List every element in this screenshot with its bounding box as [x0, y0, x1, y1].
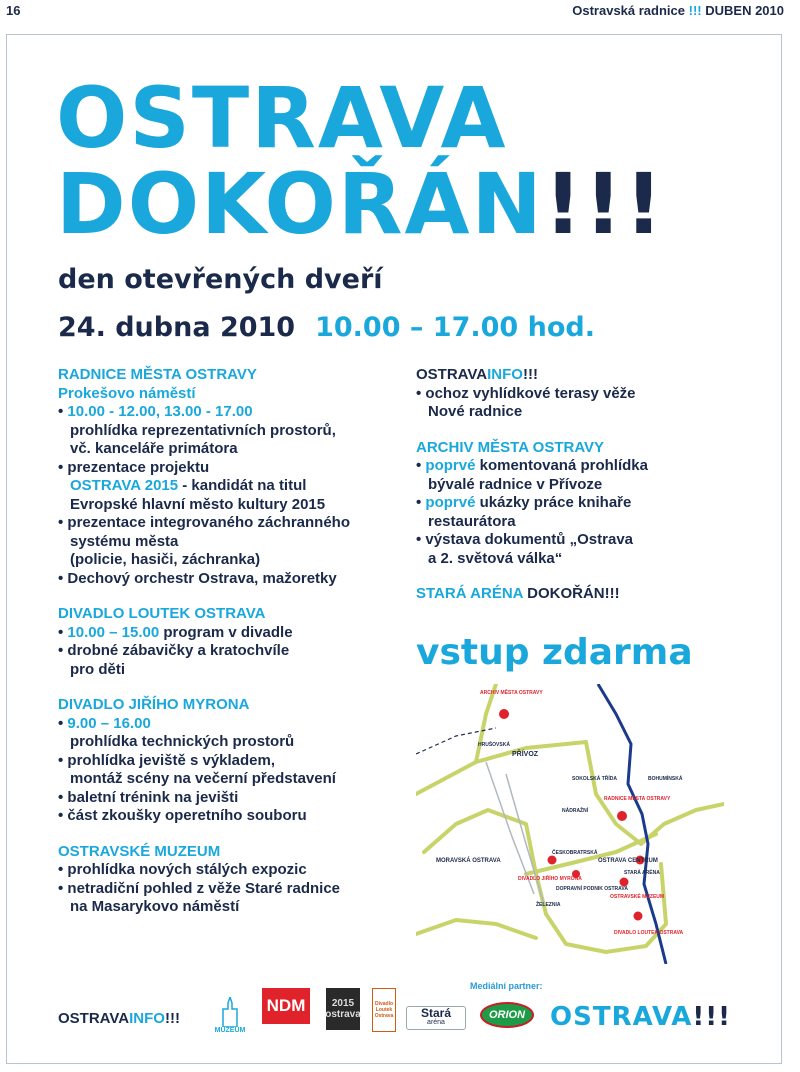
map-label-centrum: OSTRAVA CENTRUM — [598, 858, 658, 864]
logo-strip — [0, 988, 800, 1038]
list-item: • prohlídka jeviště s výkladem, — [58, 752, 398, 771]
free-entry-heading: vstup zdarma — [416, 632, 693, 673]
title-exclaim: !!! — [543, 155, 665, 253]
list-item-text: ukázky práce knihaře — [475, 494, 632, 511]
logo-year: 2015 — [331, 998, 355, 1009]
section-myron — [58, 696, 398, 826]
marker-divadlo-myrona — [548, 856, 557, 865]
page-number: 16 — [6, 3, 21, 18]
map-label-divadlo-myrona: DIVADLO JIŘÍHO MYRONA — [518, 876, 582, 882]
publication-title — [572, 3, 784, 18]
title-line-2 — [56, 155, 665, 253]
highlight: 9.00 – 16.00 — [67, 714, 151, 732]
map-label-loutek: DIVADLO LOUTEK OSTRAVA — [614, 930, 684, 936]
list-item: • Dechový orchestr Ostrava, mažoretky — [58, 570, 398, 589]
list-item — [58, 624, 398, 643]
list-item-text: prohlídka reprezentativních prostorů, — [70, 421, 336, 439]
ostravainfo-logo — [58, 1010, 180, 1027]
left-column — [58, 366, 398, 934]
section-title: OSTRAVSKÉ MUZEUM — [58, 842, 221, 860]
list-item: • výstava dokumentů „Ostrava — [416, 531, 736, 550]
list-item-text: komentovaná prohlídka — [475, 457, 648, 474]
marker-loutek — [634, 912, 643, 921]
section-title: RADNICE MĚSTA OSTRAVY — [58, 366, 257, 383]
list-item: • drobné zábavičky a kratochvíle — [58, 642, 398, 661]
list-item-text: Nové radnice — [428, 403, 523, 420]
list-item-text: - kandidát na titul — [178, 477, 307, 494]
map-label-radnice: RADNICE MĚSTA OSTRAVY — [604, 796, 671, 802]
map-label-privoz: PŘÍVOZ — [512, 751, 539, 758]
map-rail — [486, 762, 544, 904]
list-item: • část zkoušky operetního souboru — [58, 807, 398, 826]
road-south — [416, 920, 536, 938]
list-item: • prezentace projektu — [58, 459, 398, 478]
highlight: poprvé — [425, 494, 476, 511]
highlight: 10.00 – 15.00 — [67, 623, 160, 641]
oi-part-1: OSTRAVA — [416, 366, 488, 383]
section-place: Prokešovo náměstí — [58, 384, 196, 402]
section-ostravainfo — [416, 366, 736, 422]
arena-dokoran: DOKOŘÁN — [522, 585, 605, 602]
rail-line-2 — [506, 774, 544, 904]
ostrava-logo — [550, 1002, 731, 1032]
highlight: 10.00 - 12.00, 13.00 - 17.00 — [67, 403, 253, 420]
stara-arena-logo-line-2: aréna — [427, 1019, 445, 1026]
section-title: DIVADLO JIŘÍHO MYRONA — [58, 696, 250, 713]
highlight: OSTRAVA 2015 — [70, 477, 179, 494]
publication-exclaim: !!! — [688, 3, 702, 18]
section-title — [416, 366, 736, 385]
list-item-text — [58, 477, 398, 496]
loutek-logo-line-2: Loutek — [375, 1007, 393, 1013]
section-loutek — [58, 605, 398, 679]
orion-logo: ORION — [480, 1002, 534, 1028]
logo-city: ostrava — [325, 1009, 361, 1020]
list-item-text: Evropské hlavní město kultury 2015 — [70, 495, 326, 513]
map-label-sokolska: SOKOLSKÁ TŘÍDA — [572, 776, 617, 782]
stara-arena-logo-line-1: Stará — [420, 1006, 452, 1020]
muzeum-logo-text: MUZEUM — [214, 1027, 246, 1034]
map-label-moravska: MORAVSKÁ OSTRAVA — [436, 858, 501, 864]
map-label-ceskobratrska: ČESKOBRATRSKÁ — [552, 850, 598, 856]
marker-archiv — [499, 709, 509, 719]
loutek-logo-line-1: Divadlo — [374, 1001, 394, 1007]
section-archiv — [416, 439, 736, 569]
event-time: 10.00 – 17.00 hod. — [315, 312, 595, 343]
section-arena — [416, 585, 736, 604]
issue-date: DUBEN 2010 — [705, 3, 784, 18]
tower-icon — [217, 997, 243, 1027]
list-item-text: montáž scény na večerní představení — [70, 770, 336, 787]
map-label-hruskovska: HRUŠOVSKÁ — [478, 742, 510, 748]
section-title: ARCHIV MĚSTA OSTRAVY — [416, 438, 605, 456]
list-item: • ochoz vyhlídkové terasy věže — [416, 385, 736, 404]
section-muzeum — [58, 843, 398, 917]
list-item-text: pro děti — [70, 660, 125, 678]
road-hruskovska — [416, 742, 586, 794]
ostravainfo-logo-part-1: OSTRAVA — [58, 1010, 130, 1027]
list-item-text: bývalé radnice v Přívoze — [428, 475, 603, 493]
list-item: • prohlídka nových stálých expozic — [58, 861, 398, 880]
ostrava-2015-logo — [326, 988, 360, 1030]
ostrava-logo-exclaim: !!! — [692, 1002, 731, 1032]
event-date-line — [58, 312, 595, 343]
loutek-logo-line-3: Ostrava — [374, 1013, 394, 1019]
oi-part-2: INFO — [487, 366, 523, 383]
event-date: 24. dubna 2010 — [58, 312, 296, 343]
map-label-nadrazni: NÁDRAŽNÍ — [562, 808, 589, 814]
map-roads — [416, 684, 724, 952]
section-title: DIVADLO LOUTEK OSTRAVA — [58, 605, 266, 622]
arena-name: STARÁ ARÉNA — [416, 585, 523, 602]
list-item: • baletní trénink na jevišti — [58, 789, 398, 808]
stara-arena-logo — [406, 1006, 466, 1030]
ostravainfo-logo-part-2: INFO — [129, 1010, 165, 1027]
map-label-zeleznia: ŽELEZNIA — [536, 902, 561, 908]
map-label-muzeum: OSTRAVSKÉ MUZEUM — [610, 894, 665, 900]
map-labels — [436, 688, 684, 936]
list-item-text: restaurátora — [428, 512, 516, 530]
title-word: DOKOŘÁN — [56, 155, 544, 253]
list-item-text: program v divadle — [159, 623, 293, 641]
muzeum-logo — [212, 988, 248, 1034]
title-line-1: OSTRAVA — [56, 69, 508, 167]
list-item: • prezentace integrovaného záchranného — [58, 514, 398, 533]
right-column — [416, 366, 736, 621]
arena-exclaim: !!! — [604, 585, 620, 602]
list-item: • netradiční pohled z věže Staré radnice — [58, 880, 398, 899]
map-label-dopravni: DOPRAVNÍ PODNIK OSTRAVA — [556, 886, 628, 892]
list-item-text: na Masarykovo náměstí — [70, 898, 240, 915]
subtitle: den otevřených dveří — [58, 264, 383, 295]
list-item — [416, 494, 736, 513]
list-item-text: prohlídka technických prostorů — [70, 733, 295, 750]
section-radnice — [58, 366, 398, 588]
highlight: poprvé — [425, 457, 476, 474]
ostrava-logo-text: OSTRAVA — [550, 1002, 693, 1032]
map-label-bohuminska: BOHUMÍNSKÁ — [648, 776, 683, 782]
map-label-archiv: ARCHIV MĚSTA OSTRAVY — [480, 690, 543, 696]
oi-part-3: !!! — [522, 366, 538, 383]
list-item — [416, 457, 736, 476]
divadlo-loutek-logo — [372, 988, 396, 1032]
road-east — [641, 804, 724, 844]
publication-name: Ostravská radnice — [572, 3, 685, 18]
media-partner-label: Mediální partner: — [470, 981, 543, 991]
marker-radnice — [617, 811, 627, 821]
map-river — [598, 684, 666, 964]
city-map — [416, 684, 724, 964]
page-header — [0, 0, 800, 22]
list-item — [58, 715, 398, 734]
list-item-text: (policie, hasiči, záchranka) — [70, 551, 261, 568]
map-label-stara-arena: STARÁ ARÉNA — [624, 870, 660, 876]
list-item-text: vč. kanceláře primátora — [70, 440, 238, 457]
ostravainfo-logo-part-3: !!! — [164, 1010, 180, 1027]
list-item — [58, 403, 398, 422]
ndm-logo: NDM — [262, 988, 310, 1024]
list-item-text: systému města — [70, 532, 179, 550]
list-item-text: a 2. světová válka“ — [428, 549, 563, 567]
